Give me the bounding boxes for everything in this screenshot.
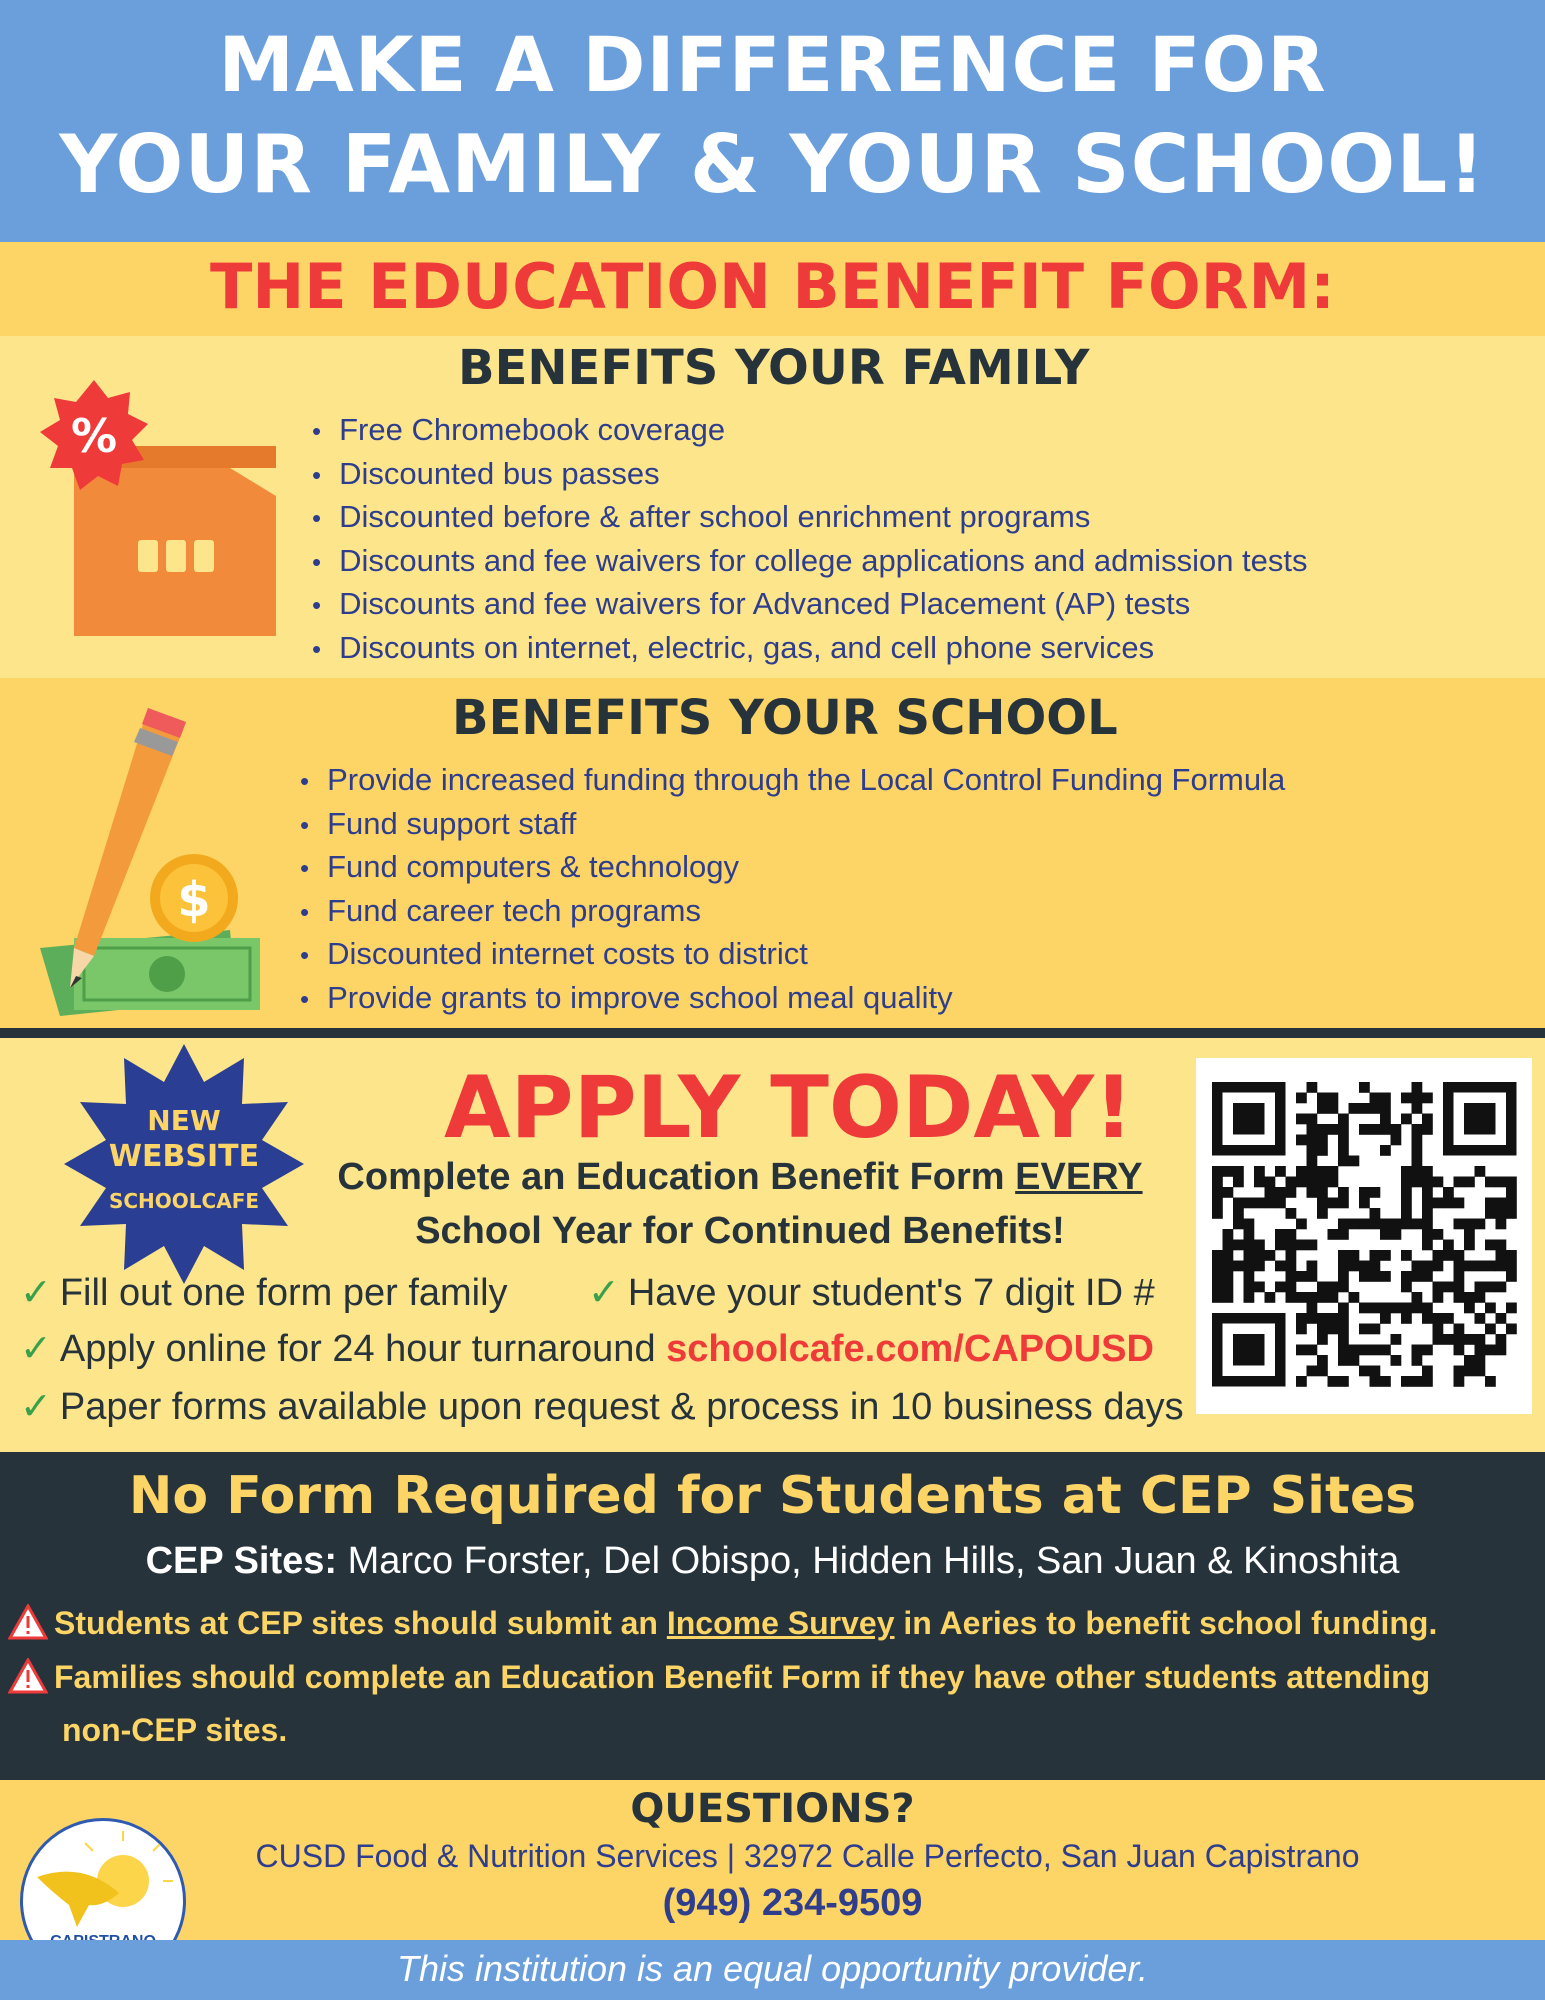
apply-section bbox=[0, 1038, 1545, 1452]
header-banner bbox=[0, 0, 1545, 242]
warning-2: Families should complete an Education Benefit Form if they have other students attending bbox=[8, 1658, 1430, 1696]
warning-2-continued: non-CEP sites. bbox=[62, 1712, 288, 1748]
list-item: • Provide increased funding through the Local Control Funding Formula bbox=[300, 758, 1285, 802]
school-benefits-section bbox=[0, 678, 1545, 1028]
questions-section bbox=[0, 1780, 1545, 1940]
footer-text: This institution is an equal opportunity provider. bbox=[396, 1948, 1149, 1989]
education-title: THE EDUCATION BENEFIT FORM: bbox=[210, 250, 1335, 323]
check-item: ✓ Fill out one form per family bbox=[20, 1272, 508, 1314]
family-heading: BENEFITS YOUR FAMILY bbox=[458, 340, 1090, 396]
list-item: • Discounted before & after school enrichment programs bbox=[312, 495, 1308, 539]
list-item: • Discounted bus passes bbox=[312, 452, 1308, 496]
header-line-1: MAKE A DIFFERENCE FOR bbox=[218, 20, 1327, 109]
check-icon: ✓ bbox=[588, 1272, 620, 1314]
discount-house-icon bbox=[14, 380, 284, 650]
badge-line-3: SCHOOLCAFE bbox=[108, 1189, 260, 1213]
school-benefits-list bbox=[300, 758, 1285, 1019]
address: CUSD Food & Nutrition Services | 32972 Calle Perfecto, San Juan Capistrano bbox=[255, 1838, 1360, 1874]
warning-icon bbox=[8, 1604, 48, 1640]
list-item: • Discounts and fee waivers for Advanced Placement (AP) tests bbox=[312, 582, 1308, 626]
divider bbox=[0, 1028, 1545, 1038]
list-item: • Provide grants to improve school meal quality bbox=[300, 976, 1285, 1020]
check-item: ✓ Paper forms available upon request & process in 10 business days bbox=[20, 1386, 1184, 1428]
family-benefits-section bbox=[0, 336, 1545, 678]
warning-icon bbox=[8, 1658, 48, 1694]
school-heading: BENEFITS YOUR SCHOOL bbox=[452, 690, 1118, 746]
phone-number[interactable]: (949) 234-9509 bbox=[662, 1882, 923, 1924]
questions-title: QUESTIONS? bbox=[630, 1786, 915, 1832]
list-item: • Fund computers & technology bbox=[300, 845, 1285, 889]
education-title-bar bbox=[0, 242, 1545, 336]
check-icon: ✓ bbox=[20, 1328, 52, 1370]
warning-1: Students at CEP sites should submit an Income Survey in Aeries to benefit school funding. bbox=[8, 1604, 1437, 1642]
list-item: • Free Chromebook coverage bbox=[312, 408, 1308, 452]
check-icon: ✓ bbox=[20, 1272, 52, 1314]
apply-title: APPLY TODAY! bbox=[444, 1058, 1134, 1158]
check-item: ✓ Apply online for 24 hour turnaround schoolcafe.com/CAPOUSD bbox=[20, 1328, 1154, 1370]
list-item: • Discounts and fee waivers for college applications and admission tests bbox=[312, 539, 1308, 583]
check-item: ✓ Have your student's 7 digit ID # bbox=[588, 1272, 1155, 1314]
svg-text:$: $ bbox=[177, 872, 211, 928]
footer bbox=[0, 1940, 1545, 2000]
check-icon: ✓ bbox=[20, 1386, 52, 1428]
cep-sites: CEP Sites: Marco Forster, Del Obispo, Hidden Hills, San Juan & Kinoshita bbox=[145, 1540, 1400, 1582]
apply-subtitle-1: Complete an Education Benefit Form EVERY bbox=[337, 1156, 1143, 1198]
new-website-badge bbox=[64, 1044, 304, 1284]
header-line-2: YOUR FAMILY & YOUR SCHOOL! bbox=[59, 118, 1486, 211]
list-item: • Fund support staff bbox=[300, 802, 1285, 846]
badge-line-1: NEW bbox=[147, 1104, 221, 1137]
apply-subtitle-2: School Year for Continued Benefits! bbox=[415, 1210, 1065, 1252]
qr-code-pattern bbox=[1196, 1058, 1532, 1414]
cep-section bbox=[0, 1452, 1545, 1780]
badge-line-2: WEBSITE bbox=[108, 1139, 260, 1174]
family-benefits-list bbox=[312, 408, 1308, 669]
cep-title: No Form Required for Students at CEP Sites bbox=[128, 1466, 1417, 1526]
list-item: • Fund career tech programs bbox=[300, 889, 1285, 933]
list-item: • Discounts on internet, electric, gas, and cell phone services bbox=[312, 626, 1308, 670]
list-item: • Discounted internet costs to district bbox=[300, 932, 1285, 976]
pencil-money-icon bbox=[30, 698, 260, 1018]
schoolcafe-link[interactable]: schoolcafe.com/CAPOUSD bbox=[666, 1328, 1154, 1370]
qr-code[interactable] bbox=[1196, 1058, 1532, 1414]
svg-text:%: % bbox=[70, 409, 118, 463]
